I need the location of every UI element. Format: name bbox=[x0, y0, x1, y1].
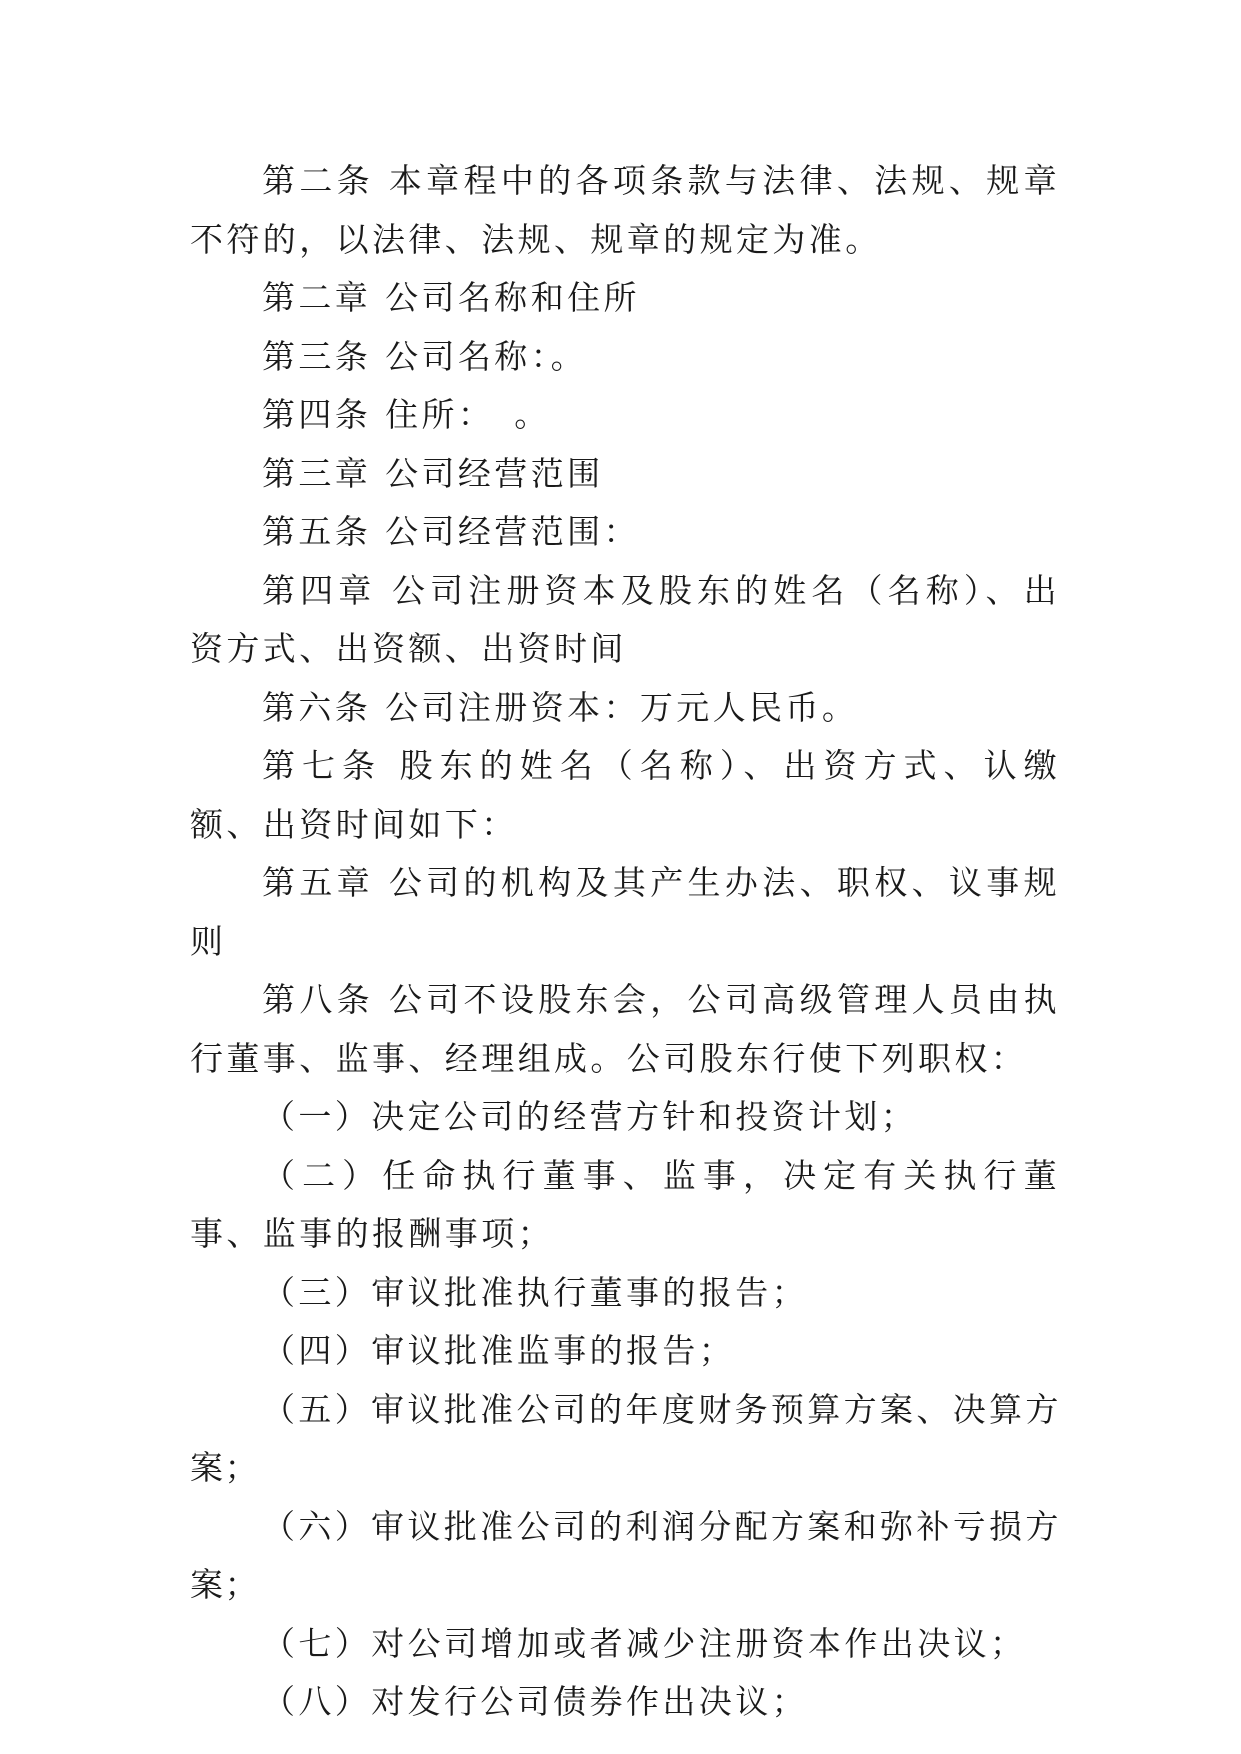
chapter-2-heading: 第二章 公司名称和住所 bbox=[262, 278, 640, 317]
item-4: （四）审议批准监事的报告； bbox=[262, 1331, 736, 1370]
item-7: （七）对公司增加或者减少注册资本作出决议； bbox=[262, 1623, 1027, 1663]
item-6: （六）审议批准公司的利润分配方案和弥补亏损方案； bbox=[190, 1506, 1060, 1604]
article-3: 第三条 公司名称：。 bbox=[262, 336, 587, 376]
chapter-3-heading: 第三章 公司经营范围 bbox=[262, 453, 604, 493]
document-body bbox=[190, 152, 1060, 1732]
chapter-4-heading: 第四章 公司注册资本及股东的姓名（名称）、出资方式、出资额、出资时间 bbox=[190, 570, 1060, 668]
item-5: （五）审议批准公司的年度财务预算方案、决算方案； bbox=[190, 1389, 1060, 1487]
article-2: 第二条 本章程中的各项条款与法律、法规、规章不符的，以法律、法规、规章的规定为准。 bbox=[190, 161, 1060, 259]
item-3: （三）审议批准执行董事的报告； bbox=[262, 1272, 808, 1312]
article-4: 第四条 住所： 。 bbox=[262, 395, 551, 434]
article-6: 第六条 公司注册资本：万元人民币。 bbox=[262, 687, 859, 727]
article-5: 第五条 公司经营范围： bbox=[262, 512, 640, 551]
item-2: （二）任命执行董事、监事，决定有关执行董事、监事的报酬事项； bbox=[190, 1155, 1060, 1253]
item-1: （一）决定公司的经营方针和投资计划； bbox=[262, 1097, 918, 1136]
article-8: 第八条 公司不设股东会，公司高级管理人员由执行董事、监事、经理组成。公司股东行使下列职权： bbox=[190, 980, 1060, 1078]
item-8: （八）对发行公司债券作出决议； bbox=[262, 1682, 808, 1721]
chapter-5-heading: 第五章 公司的机构及其产生办法、职权、议事规则 bbox=[190, 863, 1060, 961]
article-7: 第七条 股东的姓名（名称）、出资方式、认缴额、出资时间如下： bbox=[190, 746, 1060, 844]
